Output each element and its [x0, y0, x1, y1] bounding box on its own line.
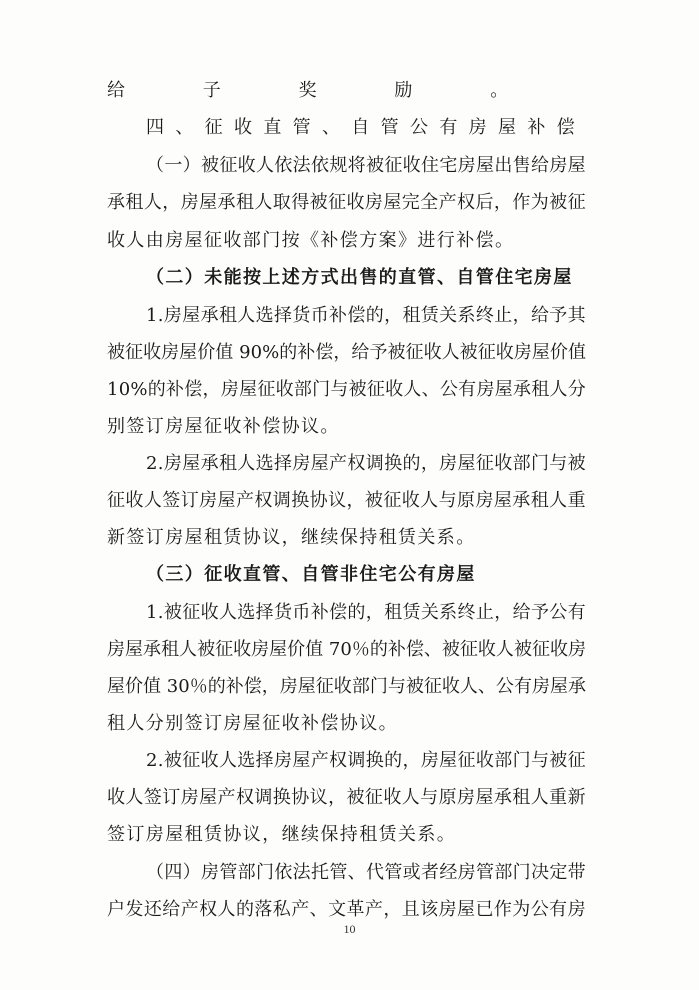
text-line: 房屋承租人被征收房屋价值 70％的补偿、被征收人被征收房 [107, 639, 586, 660]
text-line: 户发还给产权人的落私产、文革产，且该房屋已作为公有房 [107, 899, 586, 920]
text-line: 四、征收直管、自管公有房屋补偿 [146, 117, 586, 138]
text-line: （三）征收直管、自管非住宅公有房屋 [146, 564, 476, 585]
text-line: 被征收房屋价值 90%的补偿，给予被征收人被征收房屋价值 [107, 342, 586, 363]
text-line: （一）被征收人依法依规将被征收住宅房屋出售给房屋 [146, 155, 586, 176]
text-line: 签订房屋租赁协议，继续保持租赁关系。 [107, 824, 457, 845]
text-line: 10%的补偿，房屋征收部门与被征收人、公有房屋承租人分 [107, 379, 586, 400]
text-line: （四）房管部门依法托管、代管或者经房管部门决定带 [146, 862, 586, 883]
text-line: 收人由房屋征收部门按《补偿方案》进行补偿。 [107, 230, 515, 251]
text-line: 给子奖励。 [107, 80, 586, 101]
text-line: 新签订房屋租赁协议，继续保持租赁关系。 [107, 527, 476, 548]
text-line: 1.房屋承租人选择货币补偿的，租赁关系终止，给予其 [146, 305, 586, 326]
text-line: 1.被征收人选择货币补偿的，租赁关系终止，给予公有 [146, 602, 586, 623]
text-line: 别签订房屋征收补偿协议。 [107, 416, 340, 437]
text-line: 征收人签订房屋产权调换协议，被征收人与原房屋承租人重 [107, 490, 586, 511]
text-line: 2.房屋承租人选择房屋产权调换的，房屋征收部门与被 [146, 453, 586, 474]
page-number: 10 [343, 922, 356, 936]
text-line: （二）未能按上述方式出售的直管、自管住宅房屋 [146, 267, 573, 288]
text-line: 承租人，房屋承租人取得被征收房屋完全产权后，作为被征 [107, 192, 586, 213]
text-line: 收人签订房屋产权调换协议，被征收人与原房屋承租人重新 [107, 787, 586, 808]
text-line: 屋价值 30％的补偿，房屋征收部门与被征收人、公有房屋承 [107, 676, 586, 697]
text-line: 2.被征收人选择房屋产权调换的，房屋征收部门与被征 [146, 750, 586, 771]
text-line: 租人分别签订房屋征收补偿协议。 [107, 713, 398, 734]
